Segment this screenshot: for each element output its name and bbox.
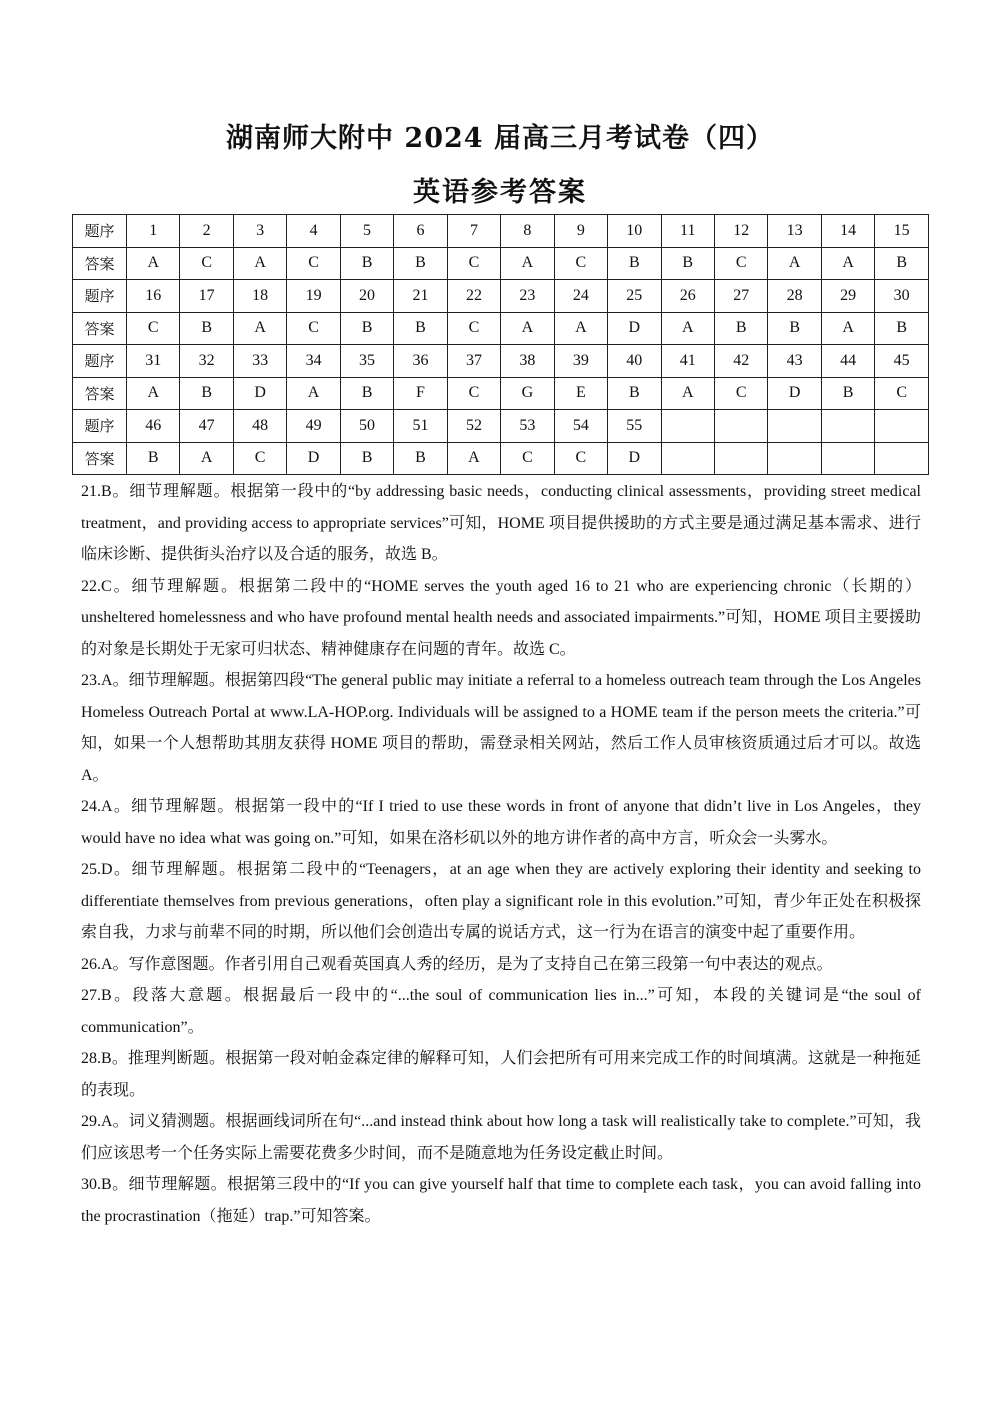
question-number-cell: 54	[554, 410, 607, 443]
answer-cell: A	[287, 377, 340, 410]
question-number-cell: 34	[287, 345, 340, 378]
answer-cell: C	[233, 442, 286, 475]
explanation-paragraph: 26.A。写作意图题。作者引用自己观看英国真人秀的经历，是为了支持自己在第三段第一句中表达的观点。	[81, 955, 833, 973]
answer-row	[73, 312, 929, 345]
question-number-cell: 30	[875, 280, 929, 313]
question-number-cell: 43	[768, 345, 821, 378]
question-number-cell: 3	[233, 215, 286, 248]
explanation-paragraph: 28.B。推理判断题。根据第一段对帕金森定律的解释可知，人们会把所有可用来完成工作的时间填满。这就是一种拖延的表现。	[81, 1050, 921, 1099]
answer-cell	[875, 442, 929, 475]
question-number-cell: 35	[340, 345, 393, 378]
question-number-cell: 45	[875, 345, 929, 378]
answer-row-label: 答案	[73, 312, 127, 345]
answer-cell: A	[821, 247, 874, 280]
answer-cell	[821, 442, 874, 475]
question-number-cell: 50	[340, 410, 393, 443]
answer-cell: C	[180, 247, 233, 280]
answer-cell: D	[608, 312, 661, 345]
question-number-cell: 31	[127, 345, 180, 378]
answer-table	[72, 214, 929, 475]
question-number-cell: 46	[127, 410, 180, 443]
number-row-label: 题序	[73, 280, 127, 313]
answer-cell: B	[394, 247, 447, 280]
answer-cell: B	[340, 377, 393, 410]
question-number-cell: 23	[501, 280, 554, 313]
answer-row	[73, 377, 929, 410]
question-number-cell: 2	[180, 215, 233, 248]
question-number-cell: 25	[608, 280, 661, 313]
answer-row	[73, 247, 929, 280]
answer-cell: B	[768, 312, 821, 345]
question-number-cell: 51	[394, 410, 447, 443]
answer-cell: A	[233, 312, 286, 345]
answer-cell: C	[447, 312, 500, 345]
number-row	[73, 345, 929, 378]
answer-cell: B	[127, 442, 180, 475]
answer-cell: A	[127, 247, 180, 280]
question-number-cell	[768, 410, 821, 443]
question-number-cell: 18	[233, 280, 286, 313]
explanation-paragraph: 21.B。细节理解题。根据第一段中的“by addressing basic needs，conducting clinical assessments，providing street medical treatment，and providing access to appropriate services”可知，HOME 项目提供援助的方式主要是通过满足基本需求、进行临床诊断、提供街头治疗以及合适的服务，故选 B。	[81, 483, 921, 563]
answer-row	[73, 442, 929, 475]
question-number-cell: 8	[501, 215, 554, 248]
answer-cell: C	[127, 312, 180, 345]
answer-row-label: 答案	[73, 377, 127, 410]
question-number-cell: 39	[554, 345, 607, 378]
answer-cell: C	[554, 442, 607, 475]
question-number-cell: 53	[501, 410, 554, 443]
question-number-cell: 20	[340, 280, 393, 313]
explanation-paragraph: 29.A。词义猜测题。根据画线词所在句“...and instead think about how long a task will realistically take to complete.”可知，我们应该思考一个任务实际上需要花费多少时间，而不是随意地为任务设定截止时间。	[81, 1113, 921, 1162]
question-number-cell: 47	[180, 410, 233, 443]
question-number-cell: 28	[768, 280, 821, 313]
explanations	[81, 476, 921, 1232]
answer-cell: C	[714, 247, 767, 280]
answer-cell: A	[501, 247, 554, 280]
answer-cell: C	[501, 442, 554, 475]
explanation-paragraph: 22.C。细节理解题。根据第二段中的“HOME serves the youth aged 16 to 21 who are experiencing chronic（长期的）unsheltered homelessness and who have profound mental health needs and associated impairments.”可知，HOME 项目主要援助的对象是长期处于无家可归状态、精神健康存在问题的青年。故选 C。	[81, 577, 921, 658]
answer-cell: B	[875, 312, 929, 345]
question-number-cell: 15	[875, 215, 929, 248]
question-number-cell: 24	[554, 280, 607, 313]
question-number-cell: 16	[127, 280, 180, 313]
answer-cell: A	[501, 312, 554, 345]
answer-cell: D	[608, 442, 661, 475]
question-number-cell: 21	[394, 280, 447, 313]
question-number-cell: 5	[340, 215, 393, 248]
answer-cell: A	[661, 377, 714, 410]
question-number-cell: 36	[394, 345, 447, 378]
answer-cell: C	[287, 247, 340, 280]
explanation-paragraph: 27.B。段落大意题。根据最后一段中的“...the soul of communication lies in...”可知，本段的关键词是“the soul of communication”。	[81, 987, 921, 1036]
answer-cell	[768, 442, 821, 475]
answer-cell: A	[821, 312, 874, 345]
answer-cell: C	[447, 247, 500, 280]
answer-row-label: 答案	[73, 442, 127, 475]
answer-cell: A	[180, 442, 233, 475]
answer-cell: B	[875, 247, 929, 280]
question-number-cell: 26	[661, 280, 714, 313]
answer-cell: B	[340, 442, 393, 475]
answer-cell: C	[287, 312, 340, 345]
explanation-paragraph: 23.A。细节理解题。根据第四段“The general public may initiate a referral to a homeless outreach team through the Los Angeles Homeless Outreach Portal at www.LA-HOP.org. Individuals will be assigned to a HOME team if the person meets the criteria.”可知，如果一个人想帮助其朋友获得 HOME 项目的帮助，需登录相关网站，然后工作人员审核资质通过后才可以。故选 A。	[81, 672, 921, 784]
answer-cell: B	[180, 377, 233, 410]
answer-cell: A	[233, 247, 286, 280]
question-number-cell: 10	[608, 215, 661, 248]
question-number-cell: 41	[661, 345, 714, 378]
question-number-cell: 29	[821, 280, 874, 313]
question-number-cell	[875, 410, 929, 443]
question-number-cell: 27	[714, 280, 767, 313]
answer-cell: A	[768, 247, 821, 280]
question-number-cell: 33	[233, 345, 286, 378]
answer-cell: A	[127, 377, 180, 410]
answer-cell: B	[340, 247, 393, 280]
question-number-cell: 55	[608, 410, 661, 443]
answer-cell: B	[714, 312, 767, 345]
question-number-cell: 14	[821, 215, 874, 248]
question-number-cell: 13	[768, 215, 821, 248]
number-row-label: 题序	[73, 410, 127, 443]
answer-cell: D	[233, 377, 286, 410]
question-number-cell: 49	[287, 410, 340, 443]
question-number-cell: 37	[447, 345, 500, 378]
number-row	[73, 410, 929, 443]
number-row	[73, 215, 929, 248]
answer-cell: C	[714, 377, 767, 410]
question-number-cell: 32	[180, 345, 233, 378]
explanation-paragraph: 30.B。细节理解题。根据第三段中的“If you can give yourself half that time to complete each task，you can avoid falling into the procrastination（拖延）trap.”可知答案。	[81, 1176, 921, 1225]
number-row-label: 题序	[73, 215, 127, 248]
number-row	[73, 280, 929, 313]
answer-cell: D	[287, 442, 340, 475]
answer-row-label: 答案	[73, 247, 127, 280]
question-number-cell: 4	[287, 215, 340, 248]
question-number-cell: 6	[394, 215, 447, 248]
page-title: 湖南师大附中 2024 届高三月考试卷（四）	[226, 123, 774, 154]
answer-cell: A	[554, 312, 607, 345]
question-number-cell	[661, 410, 714, 443]
question-number-cell: 22	[447, 280, 500, 313]
question-number-cell: 38	[501, 345, 554, 378]
answer-cell: G	[501, 377, 554, 410]
answer-cell: A	[447, 442, 500, 475]
answer-cell: B	[821, 377, 874, 410]
question-number-cell: 48	[233, 410, 286, 443]
answer-cell	[714, 442, 767, 475]
question-number-cell: 1	[127, 215, 180, 248]
explanation-paragraph: 24.A。细节理解题。根据第一段中的“If I tried to use these words in front of anyone that didn’t live in Los Angeles，they would have no idea what was going on.”可知，如果在洛杉矶以外的地方讲作者的高中方言，听众会一头雾水。	[81, 798, 921, 847]
answer-cell	[661, 442, 714, 475]
answer-cell: C	[554, 247, 607, 280]
answer-cell: A	[661, 312, 714, 345]
question-number-cell: 52	[447, 410, 500, 443]
answer-cell: B	[608, 247, 661, 280]
answer-cell: B	[608, 377, 661, 410]
answer-cell: B	[340, 312, 393, 345]
answer-cell: B	[180, 312, 233, 345]
question-number-cell: 12	[714, 215, 767, 248]
answer-cell: F	[394, 377, 447, 410]
question-number-cell	[821, 410, 874, 443]
question-number-cell: 19	[287, 280, 340, 313]
question-number-cell: 11	[661, 215, 714, 248]
answer-cell: E	[554, 377, 607, 410]
question-number-cell: 17	[180, 280, 233, 313]
question-number-cell: 42	[714, 345, 767, 378]
answer-cell: C	[447, 377, 500, 410]
question-number-cell: 40	[608, 345, 661, 378]
explanation-paragraph: 25.D。细节理解题。根据第二段中的“Teenagers，at an age when they are actively exploring their identity and seeking to differentiate themselves from previous generations，often play a significant role in this evolution.”可知，青少年正处在积极探索自我，力求与前辈不同的时期，所以他们会创造出专属的说话方式，这一行为在语言的演变中起了重要作用。	[81, 861, 921, 941]
answer-cell: B	[394, 312, 447, 345]
page-subtitle: 英语参考答案	[413, 177, 587, 208]
answer-cell: B	[394, 442, 447, 475]
number-row-label: 题序	[73, 345, 127, 378]
answer-cell: B	[661, 247, 714, 280]
question-number-cell	[714, 410, 767, 443]
answer-cell: C	[875, 377, 929, 410]
answer-cell: D	[768, 377, 821, 410]
question-number-cell: 9	[554, 215, 607, 248]
question-number-cell: 7	[447, 215, 500, 248]
question-number-cell: 44	[821, 345, 874, 378]
